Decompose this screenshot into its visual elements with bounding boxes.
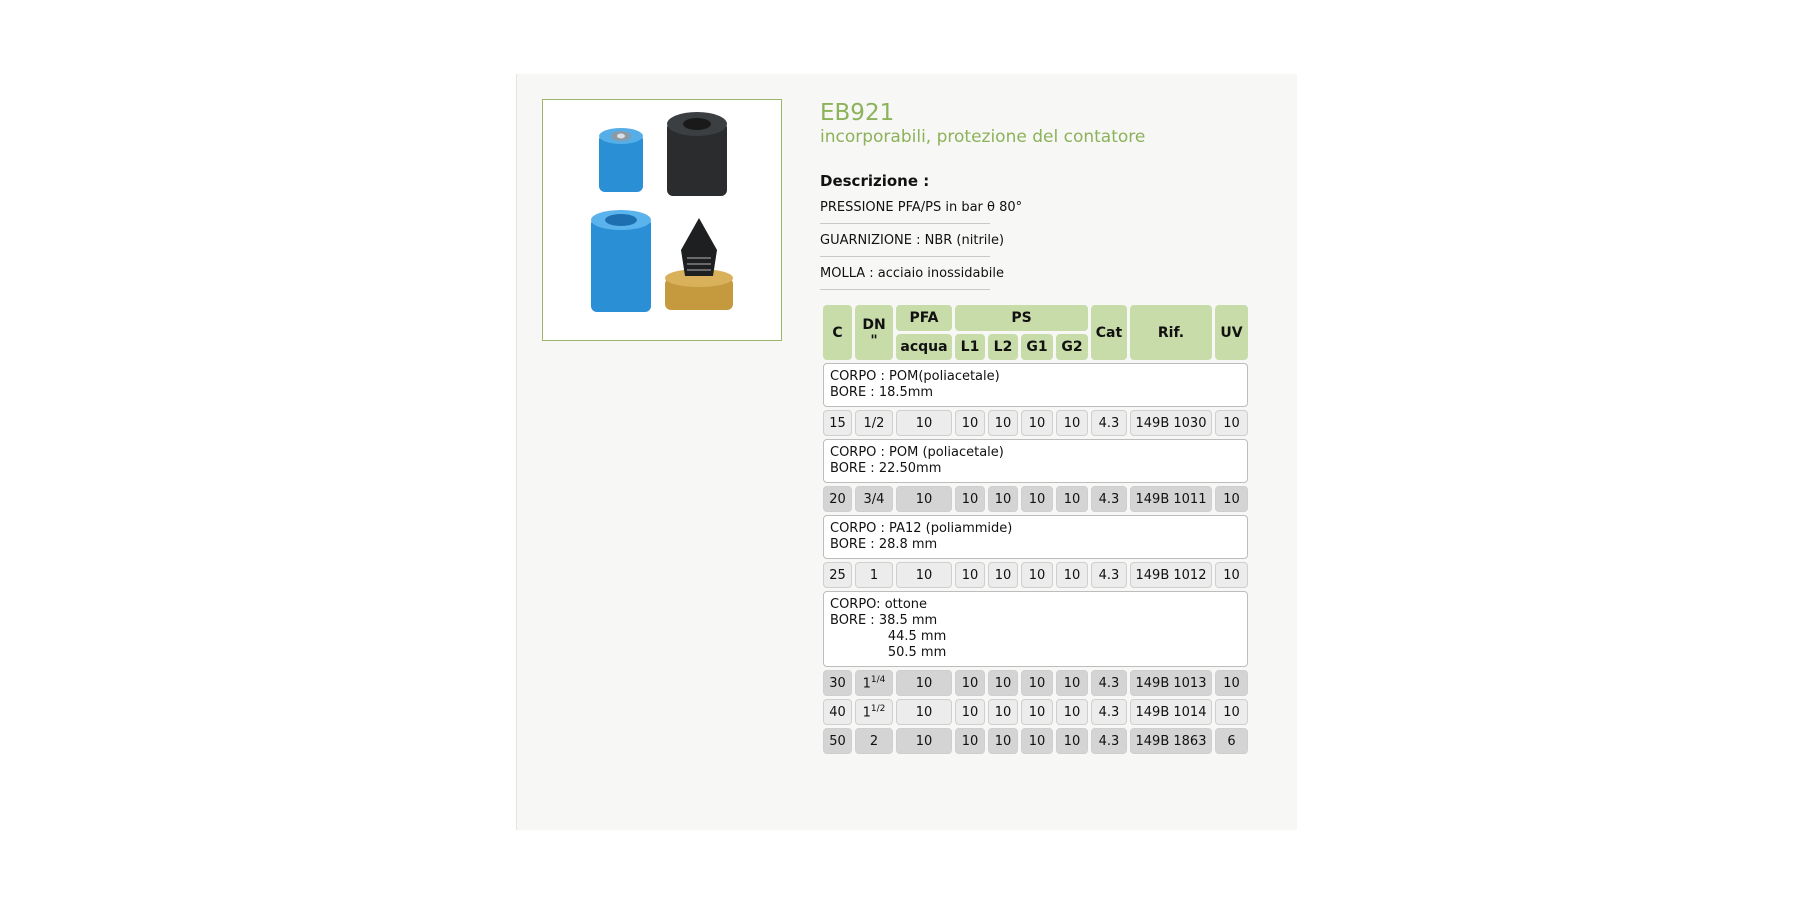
group-description <box>823 363 1248 407</box>
group-description <box>823 591 1248 667</box>
cell-dn <box>855 486 893 512</box>
product-code: EB921 <box>820 100 895 126</box>
table-row <box>823 562 1248 588</box>
group-description-line: CORPO: ottone <box>830 597 928 612</box>
valve-cone <box>681 218 717 276</box>
spec-pressure: PRESSIONE PFA/PS in bar θ 80° <box>820 199 990 224</box>
group-description <box>823 515 1248 559</box>
product-subtitle: incorporabili, protezione del contatore <box>820 127 1146 147</box>
table-row <box>823 699 1248 725</box>
cell-rif: 149B 1030 <box>1130 410 1212 436</box>
cell-dn <box>855 670 893 696</box>
cell-c: 15 <box>823 410 852 436</box>
product-image <box>542 99 782 341</box>
group-description-row <box>823 591 1248 667</box>
cell-l2: 10 <box>988 670 1018 696</box>
cell-pfa: 10 <box>896 562 952 588</box>
dn-main: 2 <box>869 733 879 749</box>
header-dn-unit: " <box>870 332 878 349</box>
product-illustration <box>543 100 782 341</box>
cell-rif: 149B 1011 <box>1130 486 1212 512</box>
cell-c: 50 <box>823 728 852 754</box>
group-description-line: 50.5 mm <box>830 645 947 660</box>
cell-rif: 149B 1863 <box>1130 728 1212 754</box>
cell-g2: 10 <box>1056 699 1088 725</box>
cell-uv: 10 <box>1215 410 1248 436</box>
dn-main: 3/4 <box>863 491 885 507</box>
cell-cat: 4.3 <box>1091 699 1127 725</box>
dn-main: 1/2 <box>863 415 885 431</box>
cell-l2: 10 <box>988 699 1018 725</box>
header-cat: Cat <box>1091 305 1127 360</box>
header-ps-g2: G2 <box>1056 334 1088 360</box>
group-description-line: CORPO : POM (poliacetale) <box>830 445 1004 460</box>
header-ps: PS <box>955 305 1088 331</box>
cell-l1: 10 <box>955 670 985 696</box>
header-ps-l2: L2 <box>988 334 1018 360</box>
cell-dn <box>855 562 893 588</box>
dn-fraction: 1/4 <box>870 674 886 685</box>
cell-g1: 10 <box>1021 670 1053 696</box>
spec-spring: MOLLA : acciaio inossidabile <box>820 265 990 290</box>
cell-uv: 10 <box>1215 486 1248 512</box>
header-ps-g1: G1 <box>1021 334 1053 360</box>
cell-pfa: 10 <box>896 670 952 696</box>
table-row <box>823 410 1248 436</box>
table-row <box>823 486 1248 512</box>
cell-l2: 10 <box>988 728 1018 754</box>
group-description-line: CORPO : PA12 (poliammide) <box>830 521 1013 536</box>
cell-l2: 10 <box>988 486 1018 512</box>
group-description-row <box>823 515 1248 559</box>
description-heading: Descrizione : <box>820 172 930 190</box>
cell-g2: 10 <box>1056 562 1088 588</box>
dn-main: 1 <box>862 676 871 692</box>
cell-l2: 10 <box>988 562 1018 588</box>
cell-g1: 10 <box>1021 699 1053 725</box>
cell-pfa: 10 <box>896 410 952 436</box>
cell-c: 20 <box>823 486 852 512</box>
cell-g2: 10 <box>1056 670 1088 696</box>
cell-l1: 10 <box>955 410 985 436</box>
cell-l2: 10 <box>988 410 1018 436</box>
cell-pfa: 10 <box>896 486 952 512</box>
product-info <box>820 100 1260 290</box>
cell-uv: 10 <box>1215 670 1248 696</box>
group-description-row <box>823 439 1248 483</box>
cell-pfa: 10 <box>896 699 952 725</box>
group-description-row <box>823 363 1248 407</box>
cell-g1: 10 <box>1021 410 1053 436</box>
blue-cap-large <box>591 218 651 312</box>
header-pfa: PFA <box>896 305 952 331</box>
header-c: C <box>823 305 852 360</box>
spec-table <box>820 302 1251 757</box>
table-row <box>823 670 1248 696</box>
dn-main: 1 <box>862 705 871 721</box>
dn-main: 1 <box>869 567 879 583</box>
cell-g1: 10 <box>1021 486 1053 512</box>
header-dn-label: DN <box>862 316 886 333</box>
cell-l1: 10 <box>955 699 985 725</box>
spec-gasket: GUARNIZIONE : NBR (nitrile) <box>820 232 990 257</box>
cell-cat: 4.3 <box>1091 670 1127 696</box>
header-dn <box>855 305 893 360</box>
header-rif: Rif. <box>1130 305 1212 360</box>
cell-l1: 10 <box>955 562 985 588</box>
group-description-line: BORE : 28.8 mm <box>830 537 938 552</box>
cell-uv: 10 <box>1215 562 1248 588</box>
cell-c: 40 <box>823 699 852 725</box>
cell-g1: 10 <box>1021 728 1053 754</box>
cell-cat: 4.3 <box>1091 410 1127 436</box>
cell-cat: 4.3 <box>1091 562 1127 588</box>
header-ps-l1: L1 <box>955 334 985 360</box>
cell-l1: 10 <box>955 728 985 754</box>
cell-g2: 10 <box>1056 728 1088 754</box>
cell-uv: 10 <box>1215 699 1248 725</box>
cell-rif: 149B 1012 <box>1130 562 1212 588</box>
cell-rif: 149B 1014 <box>1130 699 1212 725</box>
cell-dn <box>855 728 893 754</box>
header-uv: UV <box>1215 305 1248 360</box>
cell-g1: 10 <box>1021 562 1053 588</box>
cell-g2: 10 <box>1056 410 1088 436</box>
group-description <box>823 439 1248 483</box>
group-description-line: BORE : 18.5mm <box>830 385 934 400</box>
table-row <box>823 728 1248 754</box>
group-description-line: BORE : 38.5 mm <box>830 613 938 628</box>
cell-l1: 10 <box>955 486 985 512</box>
cell-rif: 149B 1013 <box>1130 670 1212 696</box>
cell-uv: 6 <box>1215 728 1248 754</box>
cell-c: 30 <box>823 670 852 696</box>
cell-cat: 4.3 <box>1091 486 1127 512</box>
cell-g2: 10 <box>1056 486 1088 512</box>
cell-dn <box>855 410 893 436</box>
dn-fraction: 1/2 <box>870 703 886 714</box>
group-description-line: 44.5 mm <box>830 629 947 644</box>
header-pfa-acqua: acqua <box>896 334 952 360</box>
cell-pfa: 10 <box>896 728 952 754</box>
cell-c: 25 <box>823 562 852 588</box>
group-description-line: BORE : 22.50mm <box>830 461 942 476</box>
cell-dn <box>855 699 893 725</box>
cell-cat: 4.3 <box>1091 728 1127 754</box>
group-description-line: CORPO : POM(poliacetale) <box>830 369 1000 384</box>
